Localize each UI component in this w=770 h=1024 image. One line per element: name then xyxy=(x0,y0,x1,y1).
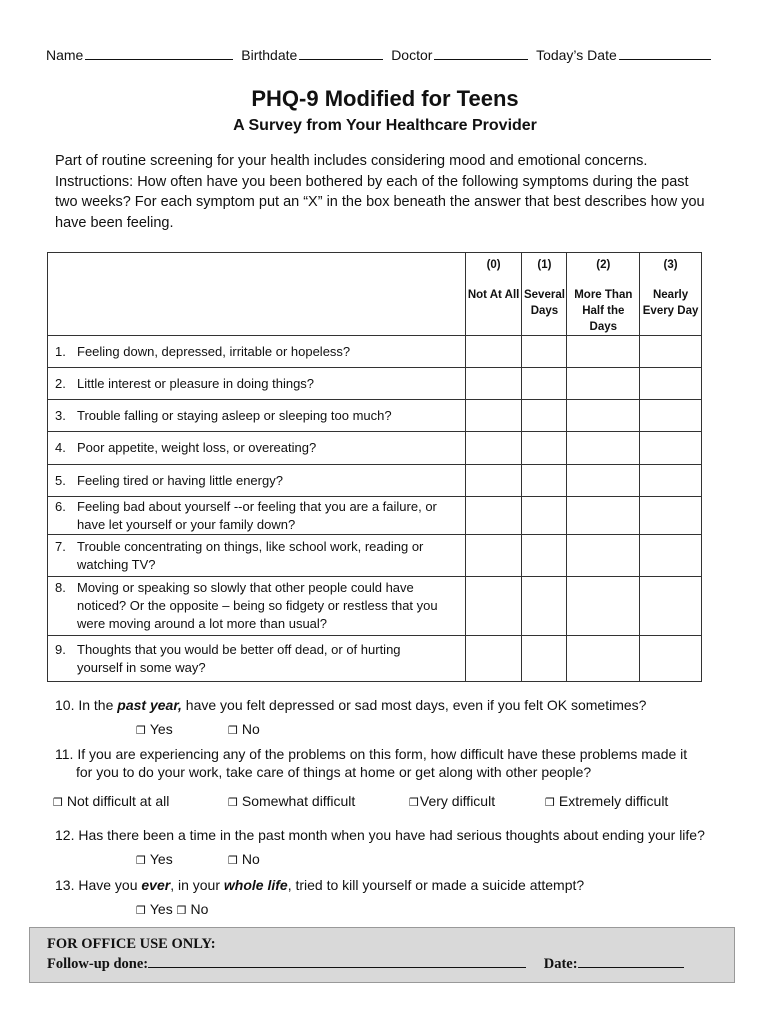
answer-box[interactable] xyxy=(522,497,567,535)
answer-box[interactable] xyxy=(465,577,522,636)
answer-box[interactable] xyxy=(640,535,702,577)
table-row: 3. Trouble falling or staying asleep or sleeping too much? xyxy=(48,400,702,432)
answer-box[interactable] xyxy=(567,336,640,368)
todays-date-label: Today’s Date xyxy=(536,47,617,63)
checkbox-icon[interactable]: ❒ xyxy=(545,796,555,809)
item-text: Thoughts that you would be better off dead, or of hurting yourself in some way? xyxy=(77,641,401,675)
checkbox-icon[interactable]: ❒ xyxy=(409,796,419,809)
todays-date-field[interactable] xyxy=(619,47,711,60)
item-text: Poor appetite, weight loss, or overeating? xyxy=(77,440,317,455)
date-label: Date: xyxy=(543,956,578,972)
answer-box[interactable] xyxy=(522,336,567,368)
form-subtitle: A Survey from Your Healthcare Provider xyxy=(233,117,537,134)
answer-box[interactable] xyxy=(640,400,702,432)
item-text: Feeling tired or having little energy? xyxy=(77,472,283,488)
answer-box[interactable] xyxy=(567,400,640,432)
answer-box[interactable] xyxy=(465,535,522,577)
q11-extremely-difficult-option[interactable]: ❒ Extremely difficult xyxy=(545,793,669,809)
table-row: 9. Thoughts that you would be better off dead, or of hurting yourself in some way? xyxy=(48,636,702,682)
symptom-table xyxy=(47,252,702,682)
answer-box[interactable] xyxy=(640,497,702,535)
checkbox-icon[interactable]: ❒ xyxy=(136,854,146,867)
name-label: Name xyxy=(46,47,84,63)
birthdate-field[interactable] xyxy=(299,47,383,60)
office-date-field[interactable] xyxy=(578,954,684,968)
col-header-0: (0) Not At All xyxy=(465,253,522,336)
form-title: PHQ-9 Modified for Teens xyxy=(251,86,519,111)
checkbox-icon[interactable]: ❒ xyxy=(53,796,63,809)
q12-yes-option[interactable]: ❒ Yes xyxy=(136,851,173,867)
q11-very-difficult-option[interactable]: ❒Very difficult xyxy=(409,793,496,809)
answer-box[interactable] xyxy=(567,368,640,400)
answer-box[interactable] xyxy=(465,368,522,400)
answer-box[interactable] xyxy=(465,336,522,368)
answer-box[interactable] xyxy=(640,636,702,682)
table-row: 7. Trouble concentrating on things, like school work, reading or watching TV? xyxy=(48,535,702,577)
table-row: 1. Feeling down, depressed, irritable or hopeless? xyxy=(48,336,702,368)
question-11: 11. If you are experiencing any of the problems on this form, how difficult have these problems made it for you to do your work, take care of things at home or get along with other people? xyxy=(55,746,688,780)
answer-box[interactable] xyxy=(567,497,640,535)
q11-somewhat-difficult-option[interactable]: ❒ Somewhat difficult xyxy=(228,793,356,809)
office-followup-row xyxy=(47,954,734,974)
answer-box[interactable] xyxy=(522,368,567,400)
instructions xyxy=(55,151,715,233)
patient-info-header xyxy=(46,47,715,63)
checkbox-icon[interactable]: ❒ xyxy=(136,724,146,737)
item-text: Moving or speaking so slowly that other people could have noticed? Or the opposite – being so fidgety or restless that you were moving around a lot more than usual? xyxy=(77,580,438,631)
q13-no-option[interactable]: ❒ No xyxy=(176,901,209,917)
answer-box[interactable] xyxy=(522,636,567,682)
checkbox-icon[interactable]: ❒ xyxy=(136,904,146,917)
checkbox-icon[interactable]: ❒ xyxy=(228,724,238,737)
q11-not-difficult-option[interactable]: ❒ Not difficult at all xyxy=(53,793,170,809)
name-field[interactable] xyxy=(85,47,233,60)
doctor-field[interactable] xyxy=(434,47,528,60)
table-header-row xyxy=(48,253,702,336)
answer-box[interactable] xyxy=(567,636,640,682)
q10-no-option[interactable]: ❒ No xyxy=(228,721,260,737)
answer-box[interactable] xyxy=(567,535,640,577)
answer-box[interactable] xyxy=(465,497,522,535)
answer-box[interactable] xyxy=(567,577,640,636)
item-text: Trouble falling or staying asleep or sleeping too much? xyxy=(77,407,392,423)
answer-box[interactable] xyxy=(522,432,567,465)
answer-box[interactable] xyxy=(640,336,702,368)
answer-box[interactable] xyxy=(640,432,702,465)
followup-field[interactable] xyxy=(148,954,526,968)
office-use-box xyxy=(29,927,735,983)
item-text: Trouble concentrating on things, like school work, reading or watching TV? xyxy=(77,538,424,572)
answer-box[interactable] xyxy=(465,400,522,432)
answer-box[interactable] xyxy=(640,465,702,497)
answer-box[interactable] xyxy=(465,636,522,682)
item-text: Feeling down, depressed, irritable or hopeless? xyxy=(77,343,351,359)
birthdate-label: Birthdate xyxy=(241,47,298,63)
table-row: 8. Moving or speaking so slowly that other people could have noticed? Or the opposite – being so fidgety or restless that you were moving around a lot more than usual? xyxy=(48,577,702,636)
q13-yes-option[interactable]: ❒ Yes xyxy=(136,901,173,917)
answer-box[interactable] xyxy=(465,465,522,497)
col-header-2: (2) More Than Half the Days xyxy=(567,253,640,336)
answer-box[interactable] xyxy=(522,400,567,432)
answer-box[interactable] xyxy=(522,535,567,577)
table-row: 5. Feeling tired or having little energy? xyxy=(48,465,702,497)
checkbox-icon[interactable]: ❒ xyxy=(228,854,238,867)
q10-yes-option[interactable]: ❒ Yes xyxy=(136,721,173,737)
table-row: 6. Feeling bad about yourself --or feeling that you are a failure, or have let yourself or your family down? xyxy=(48,497,702,535)
followup-label: Follow-up done: xyxy=(47,956,149,972)
instructions-text: Instructions: How often have you been bothered by each of the following symptoms during the past two weeks? For each symptom put an “X” in the box beneath the answer that best describes how you have been feeling. xyxy=(55,173,705,231)
doctor-label: Doctor xyxy=(391,47,433,63)
intro-line: Part of routine screening for your health includes considering mood and emotional concerns. xyxy=(55,153,648,169)
table-row: 4. Poor appetite, weight loss, or overeating? xyxy=(48,432,702,465)
q13-options xyxy=(136,901,208,917)
item-text: Little interest or pleasure in doing things? xyxy=(77,375,315,391)
col-header-1: (1) Several Days xyxy=(522,253,567,336)
q12-no-option[interactable]: ❒ No xyxy=(228,851,260,867)
question-13: 13. Have you ever, in your whole life, tried to kill yourself or made a suicide attempt? xyxy=(55,877,585,893)
table-header-blank xyxy=(48,253,466,336)
office-use-heading: FOR OFFICE USE ONLY: xyxy=(47,936,216,952)
question-12: 12. Has there been a time in the past month when you have had serious thoughts about ending your life? xyxy=(55,827,705,843)
table-row: 2. Little interest or pleasure in doing things? xyxy=(48,368,702,400)
answer-box[interactable] xyxy=(522,465,567,497)
item-text: Feeling bad about yourself --or feeling that you are a failure, or have let yourself or your family down? xyxy=(77,498,437,532)
answer-box[interactable] xyxy=(465,432,522,465)
checkbox-icon[interactable]: ❒ xyxy=(228,796,238,809)
answer-box[interactable] xyxy=(522,577,567,636)
checkbox-icon[interactable]: ❒ xyxy=(176,904,187,917)
question-10: 10. In the past year, have you felt depressed or sad most days, even if you felt OK sometimes? xyxy=(55,697,647,713)
answer-box[interactable] xyxy=(640,577,702,636)
answer-box[interactable] xyxy=(567,432,640,465)
answer-box[interactable] xyxy=(567,465,640,497)
col-header-3: (3) Nearly Every Day xyxy=(640,253,702,336)
answer-box[interactable] xyxy=(640,368,702,400)
